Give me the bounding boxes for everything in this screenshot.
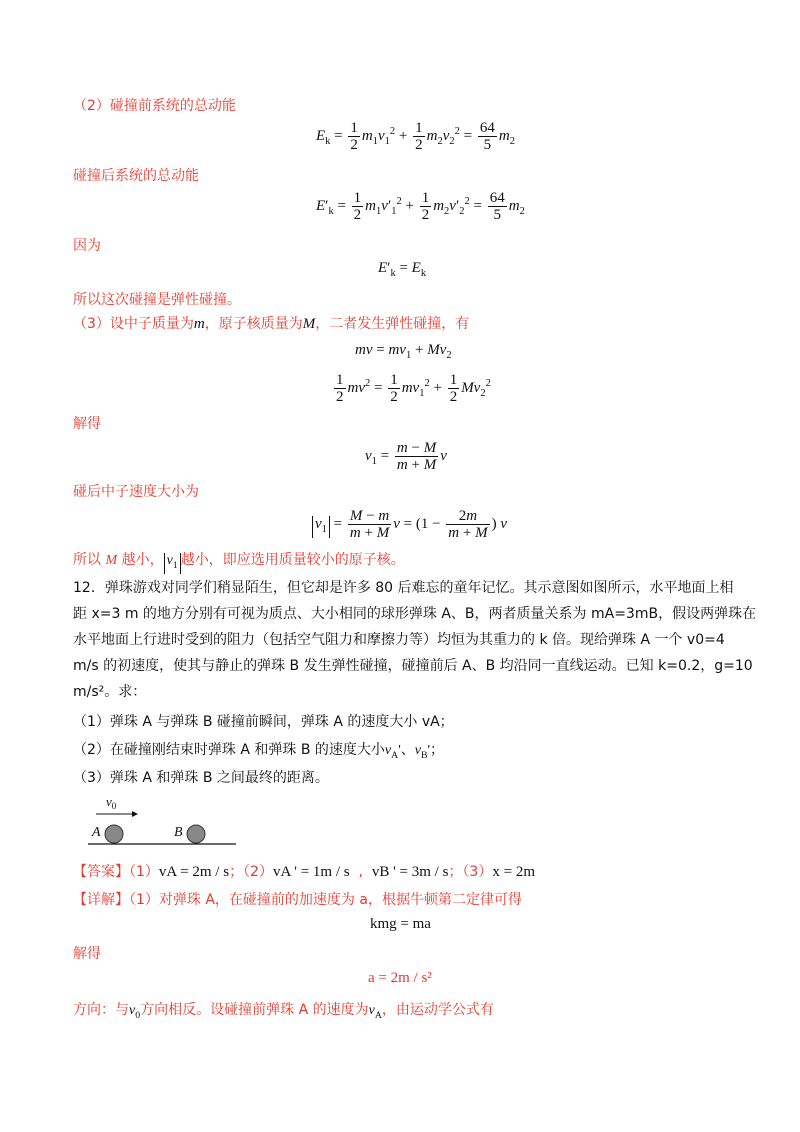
equation-energy: $\frac{1}{2}$ $mv^2$ = $\frac{1}{2}$ $mv_1^2$ + $\frac{1}{2}$ $Mv_2^2$ (336, 372, 491, 405)
section3-intro: （3）设中子质量为m，原子核质量为M，二者发生弹性碰撞，有 (73, 316, 470, 332)
detail-line: 【详解】（1）对弹珠 A，在碰撞前的加速度为 a，根据牛顿第二定律可得 (73, 892, 522, 908)
marble-a (105, 825, 123, 843)
section2-heading: （2）碰撞前系统的总动能 (73, 98, 236, 114)
problem12-line2: 距 x=3 m 的地方分别有可视为质点、大小相同的球形弹珠 A、B，两者质量关系为 mA=3mB，假设两弹珠在 (73, 606, 757, 622)
v0-label: $v_0$ (106, 794, 117, 811)
problem12-line1: 12．弹珠游戏对同学们稍显陌生，但它却是许多 80 后难忘的童年记忆。其示意图如图所示，水平地面上相 (73, 580, 734, 596)
arrow-head (132, 811, 138, 817)
equation-ek-equal: $E'_k = E_k$ (378, 260, 427, 279)
marble-diagram (88, 794, 238, 854)
detail-solve: 解得 (73, 946, 101, 962)
equation-ek: $E_k$ = $\frac{1}{2}$ $m_1v_1^2$ + $\frac{1}{2}$ $m_2v_2^2$ = $\frac{64}{5}$ $m_2$ (316, 120, 515, 153)
section3-speed: 碰后中子速度大小为 (73, 484, 199, 500)
equation-acceleration: a = 2m / s² (368, 970, 432, 986)
equation-abs-v1: $v_1$ = $\frac{M - m}{m + M}$ v = (1 − $\frac{2m}{m + M}$ ) v (312, 508, 507, 541)
question-2: （2）在碰撞刚结束时弹珠 A 和弹珠 B 的速度大小$v_A'$、$v_B'$； (73, 742, 445, 761)
marble-b (187, 825, 205, 843)
question-3: （3）弹珠 A 和弹珠 B 之间最终的距离。 (73, 770, 329, 786)
equation-kmg: kmg = ma (370, 916, 431, 932)
marble-a-label: A (92, 825, 101, 840)
section2-because: 因为 (73, 238, 101, 254)
equation-v1: $v_1$ = $\frac{m - M}{m + M}$ v (365, 440, 447, 473)
section2-after: 碰撞后系统的总动能 (73, 168, 199, 184)
answer-line: 【答案】（1）vA = 2m / s；（2）vA ' = 1m / s , vB ' = 3m / s；（3）x = 2m (73, 864, 535, 880)
equation-momentum: mv = $mv_1 + Mv_2$ (355, 342, 452, 361)
marble-b-label: B (174, 825, 183, 840)
question-1: （1）弹珠 A 与弹珠 B 碰撞前瞬间，弹珠 A 的速度大小 vA； (73, 714, 454, 730)
problem12-line3: 水平地面上行进时受到的阻力（包括空气阻力和摩擦力等）均恒为其重力的 k 倍。现给弹珠 A 一个 v0=4 (73, 632, 725, 648)
section3-solve: 解得 (73, 416, 101, 432)
equation-ek-prime: $E'_k$ = $\frac{1}{2}$ $m_1v'_1^2$ + $\frac{1}{2}$ $m_2v'_2^2$ = $\frac{64}{5}$ $m_2$ (316, 190, 525, 223)
problem12-line4: m/s 的初速度，使其与静止的弹珠 B 发生弹性碰撞，碰撞前后 A、B 均沿同一直线运动。已知 k=0.2，g=10 (73, 658, 753, 674)
section3-final: 所以 M 越小， $v_1$ 越小，即应选用质量较小的原子核。 (73, 550, 405, 574)
section2-conclusion: 所以这次碰撞是弹性碰撞。 (73, 292, 241, 308)
detail-direction: 方向：与$v_0$方向相反。设碰撞前弹珠 A 的速度为$v_A$，由运动学公式有 (73, 1002, 494, 1021)
problem12-line5: m/s²。求： (73, 684, 147, 700)
